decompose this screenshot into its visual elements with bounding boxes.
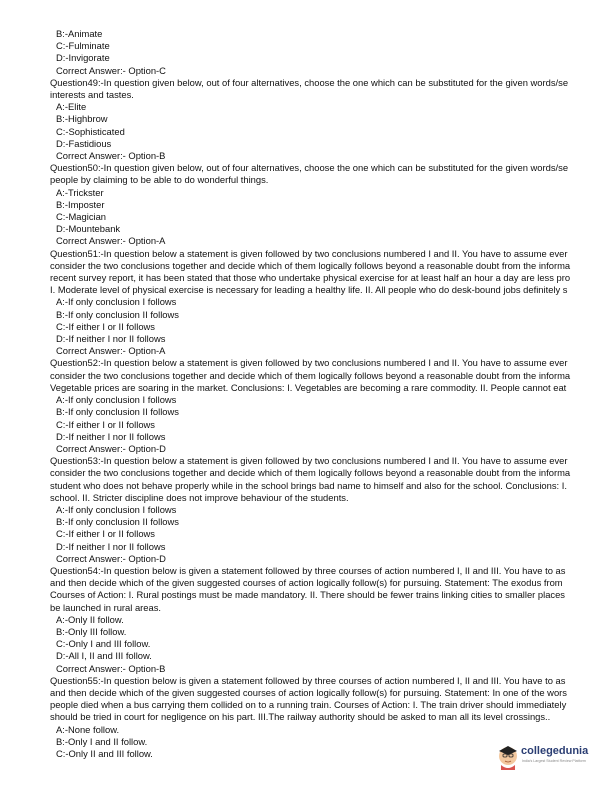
- question-text-line: Question49:-In question given below, out of four alternatives, choose the one which can be substituted for the given words/se: [50, 76, 569, 88]
- question-text-line: Question53:-In question below a statement is given followed by two conclusions numbered I and II. You have to assume ever: [50, 455, 568, 467]
- option-line: C:-If either I or II follows: [56, 528, 155, 540]
- question-text-line: student who does not behave properly while in the school brings bad name to himself and also for the school. Conclusions: I.: [50, 479, 567, 491]
- option-line: A:-None follow.: [56, 723, 120, 735]
- option-line: B:-If only conclusion II follows: [56, 406, 179, 418]
- option-line: B:-Only I and II follow.: [56, 735, 148, 747]
- correct-answer-line: Correct Answer:- Option-B: [56, 662, 166, 674]
- correct-answer-line: Correct Answer:- Option-B: [56, 150, 166, 162]
- option-line: C:-If either I or II follows: [56, 320, 155, 332]
- option-line: C:-Only I and III follow.: [56, 638, 151, 650]
- option-line: D:-Mountebank: [56, 223, 121, 235]
- logo-brand-text: collegedunia: [521, 745, 589, 757]
- correct-answer-line: Correct Answer:- Option-D: [56, 442, 166, 454]
- correct-answer-line: Correct Answer:- Option-A: [56, 345, 166, 357]
- option-line: A:-Trickster: [56, 186, 104, 198]
- option-line: C:-Only II and III follow.: [56, 747, 153, 759]
- question-text-line: Question51:-In question below a statement is given followed by two conclusions numbered I and II. You have to assume ever: [50, 247, 568, 259]
- question-text-line: school. II. Stricter discipline does not improve behaviour of the students.: [50, 491, 349, 503]
- option-line: D:-Fastidious: [56, 137, 112, 149]
- question-text-line: I. Moderate level of physical exercise is necessary for leading a healthy life. II. All people who do desk-bound jobs definitely s: [50, 284, 568, 296]
- question-text-line: be launched in rural areas.: [50, 601, 162, 613]
- option-line: B:-If only conclusion II follows: [56, 308, 179, 320]
- correct-answer-line: Correct Answer:- Option-C: [56, 64, 166, 76]
- question-text-line: Question54:-In question below is given a statement followed by three courses of action numbered I, II and III. You have to as: [50, 564, 566, 576]
- option-line: B:-If only conclusion II follows: [56, 516, 179, 528]
- option-line: D:-If neither I nor II follows: [56, 430, 166, 442]
- option-line: A:-If only conclusion I follows: [56, 296, 177, 308]
- option-line: B:-Imposter: [56, 198, 105, 210]
- option-line: A:-Elite: [56, 101, 87, 113]
- option-line: B:-Only III follow.: [56, 625, 127, 637]
- option-line: C:-If either I or II follows: [56, 418, 155, 430]
- question-text-line: consider the two conclusions together and decide which of them logically follows beyond a reasonable doubt from the informa: [50, 369, 571, 381]
- mascot-icon: [495, 742, 521, 770]
- question-text-line: people by claiming to be able to do wonderful things.: [50, 174, 269, 186]
- question-text-line: consider the two conclusions together and decide which of them logically follows beyond a reasonable doubt from the informa: [50, 467, 571, 479]
- question-text-line: Question52:-In question below a statement is given followed by two conclusions numbered I and II. You have to assume ever: [50, 357, 568, 369]
- option-line: C:-Magician: [56, 211, 107, 223]
- option-line: C:-Fulminate: [56, 40, 110, 52]
- question-text-line: and then decide which of the given suggested courses of action logically follow(s) for pursuing. Statement: The exodus from: [50, 577, 563, 589]
- question-text-line: Courses of Action: I. Rural postings must be made mandatory. II. There should be fewer trains linking cities to smaller places: [50, 589, 565, 601]
- option-line: A:-If only conclusion I follows: [56, 394, 177, 406]
- question-text-line: interests and tastes.: [50, 89, 134, 101]
- question-text-line: recent survey report, it has been stated that those who undertake physical exercise for at least half an hour a day are less pro: [50, 272, 571, 284]
- option-line: A:-Only II follow.: [56, 613, 124, 625]
- option-line: C:-Sophisticated: [56, 125, 125, 137]
- option-line: D:-Invigorate: [56, 52, 110, 64]
- question-text-line: Vegetable prices are soaring in the market. Conclusions: I. Vegetables are becoming a rare commodity. II. People cannot eat: [50, 381, 567, 393]
- option-line: D:-If neither I nor II follows: [56, 333, 166, 345]
- question-text-line: Question50:-In question given below, out of four alternatives, choose the one which can be substituted for the given words/se: [50, 162, 569, 174]
- option-line: B:-Highbrow: [56, 113, 108, 125]
- logo-tagline: India's Largest Student Review Platform: [522, 759, 586, 763]
- question-text-line: and then decide which of the given suggested courses of action logically follow(s) for pursuing. Statement: In one of the wors: [50, 686, 567, 698]
- option-line: B:-Animate: [56, 28, 103, 39]
- option-line: D:-If neither I nor II follows: [56, 540, 166, 552]
- question-text-line: people died when a bus carrying them collided on to a running train. Courses of Action: I. The train driver should immediately: [50, 699, 567, 711]
- document-body: [50, 28, 612, 792]
- correct-answer-line: Correct Answer:- Option-A: [56, 235, 166, 247]
- option-line: A:-If only conclusion I follows: [56, 503, 177, 515]
- question-text-line: Question55:-In question below is given a statement followed by three courses of action numbered I, II and III. You have to as: [50, 674, 566, 686]
- collegedunia-logo: [495, 742, 612, 772]
- correct-answer-line: Correct Answer:- Option-D: [56, 552, 166, 564]
- option-line: D:-All I, II and III follow.: [56, 650, 152, 662]
- question-text-line: should be tried in court for negligence on his part. III.The railway authority should be asked to man all its level crossings..: [50, 711, 551, 723]
- question-text-line: consider the two conclusions together and decide which of them logically follows beyond a reasonable doubt from the informa: [50, 259, 571, 271]
